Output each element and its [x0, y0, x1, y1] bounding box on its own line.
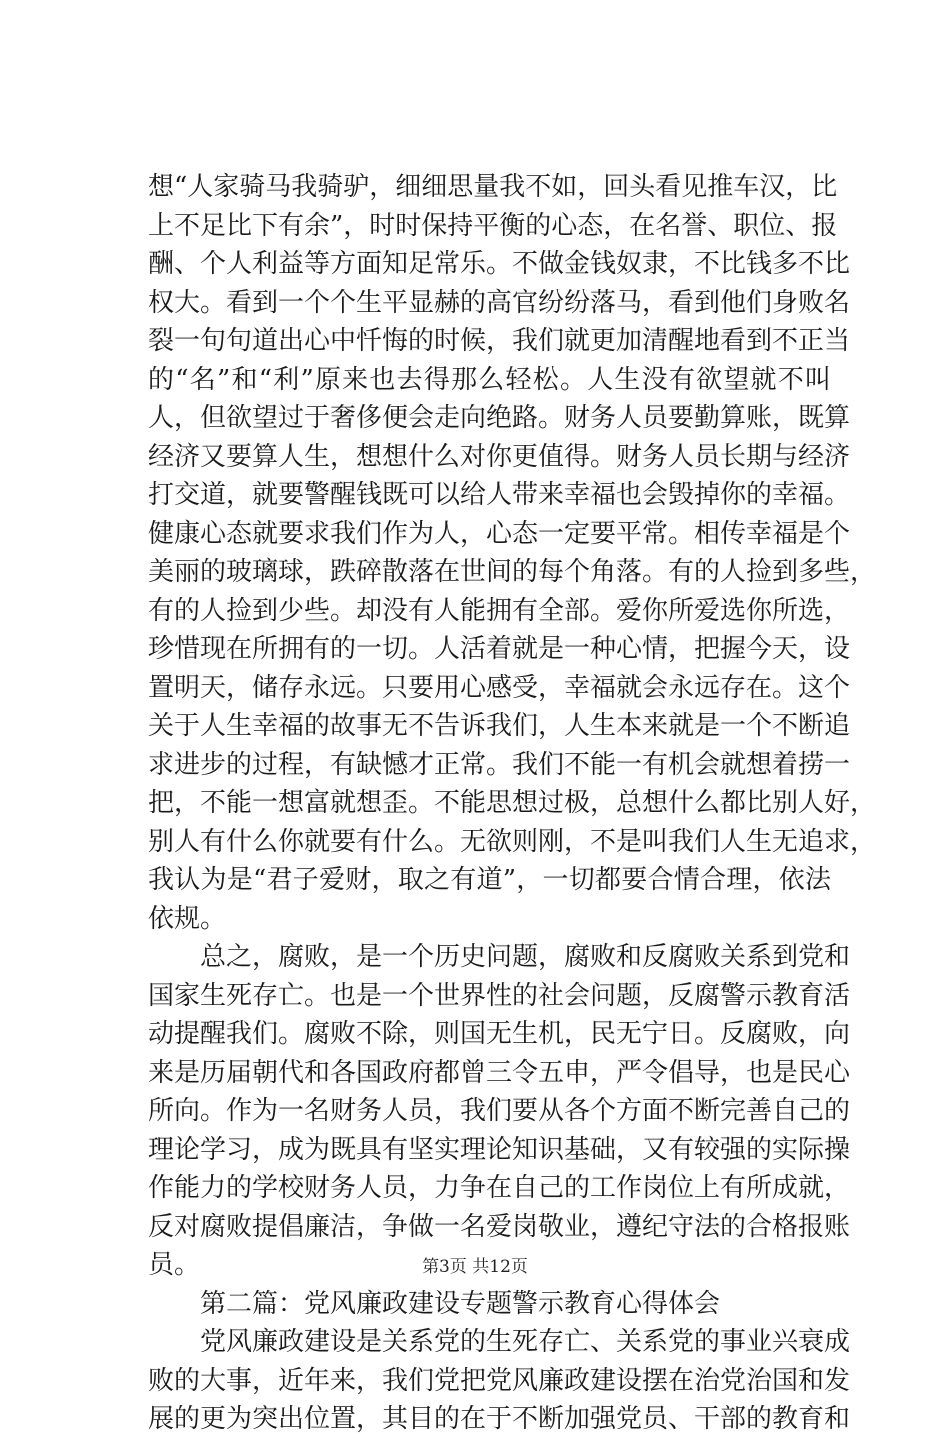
text-line: 作能力的学校财务人员，力争在自己的工作岗位上有所成就， [148, 1173, 851, 1203]
text-line: 依规。 [148, 903, 227, 934]
text-line: 美丽的玻璃球，跌碎散落在世间的每个角落。有的人捡到多些， [148, 557, 877, 587]
text-line: 国家生死存亡。也是一个世界性的社会问题，反腐警示教育活 [148, 980, 851, 1011]
text-line: 人，但欲望过于奢侈便会走向绝路。财务人员要勤算账，既算 [148, 403, 851, 433]
text-line: 动提醒我们。腐败不除，则国无生机，民无宁日。反腐败，向 [148, 1019, 851, 1049]
text-line: 关于人生幸福的故事无不告诉我们，人生本来就是一个不断追 [148, 711, 851, 741]
text-line: 珍惜现在所拥有的一切。人活着就是一种心情，把握今天，设 [148, 634, 851, 664]
page-number-footer: 第3页 共12页 [422, 1257, 528, 1277]
section-heading: 第二篇：党风廉政建设专题警示教育心得体会 [148, 1288, 721, 1319]
text-line: 员。 [148, 1250, 201, 1280]
text-line: 来是历届朝代和各国政府都曾三令五申，严令倡导，也是民心 [148, 1057, 851, 1088]
text-line: 置明天，储存永远。只要用心感受，幸福就会永远存在。这个 [148, 672, 851, 703]
body-text [148, 168, 877, 1439]
text-line: 权大。看到一个个生平显赫的高官纷纷落马，看到他们身败名 [148, 287, 851, 318]
text-line: 裂一句句道出心中忏悔的时候，我们就更加清醒地看到不正当 [148, 326, 851, 356]
text-line: 有的人捡到少些。却没有人能拥有全部。爱你所爱选你所选， [148, 595, 851, 626]
text-line: 经济又要算人生，想想什么对你更值得。财务人员长期与经济 [148, 441, 851, 472]
text-line: 所向。作为一名财务人员，我们要从各个方面不断完善自己的 [148, 1096, 851, 1126]
text-line: 健康心态就要求我们作为人，心态一定要平常。相传幸福是个 [148, 518, 851, 549]
text-line: 别人有什么你就要有什么。无欲则刚，不是叫我们人生无追求， [148, 826, 877, 857]
text-line: 想“人家骑马我骑驴，细细思量我不如，回头看见推车汉，比 [148, 172, 838, 202]
text-line: 总之，腐败，是一个历史问题，腐败和反腐败关系到党和 [148, 942, 851, 972]
text-line: 酬、个人利益等方面知足常乐。不做金钱奴隶，不比钱多不比 [148, 249, 851, 279]
text-line: 反对腐败提倡廉洁，争做一名爱岗敬业，遵纪守法的合格报账 [148, 1211, 851, 1242]
text-line: 求进步的过程，有缺憾才正常。我们不能一有机会就想着捞一 [148, 749, 851, 780]
text-line: 把，不能一想富就想歪。不能思想过极，总想什么都比别人好， [148, 788, 877, 818]
text-line: 我认为是“君子爱财，取之有道”，一切都要合情合理，依法 [148, 865, 831, 895]
text-line: 的“名”和“利”原来也去得那么轻松。人生没有欲望就不叫 [148, 364, 831, 395]
text-line: 党风廉政建设是关系党的生死存亡、关系党的事业兴衰成 [148, 1327, 851, 1357]
text-line: 理论学习，成为既具有坚实理论知识基础，又有较强的实际操 [148, 1134, 851, 1165]
text-line: 展的更为突出位置，其目的在于不断加强党员、干部的教育和 [148, 1404, 851, 1434]
text-line: 败的大事，近年来，我们党把党风廉政建设摆在治党治国和发 [148, 1365, 851, 1396]
text-line: 上不足比下有余”，时时保持平衡的心态，在名誉、职位、报 [148, 210, 838, 241]
text-line: 打交道，就要警醒钱既可以给人带来幸福也会毁掉你的幸福。 [148, 480, 851, 510]
